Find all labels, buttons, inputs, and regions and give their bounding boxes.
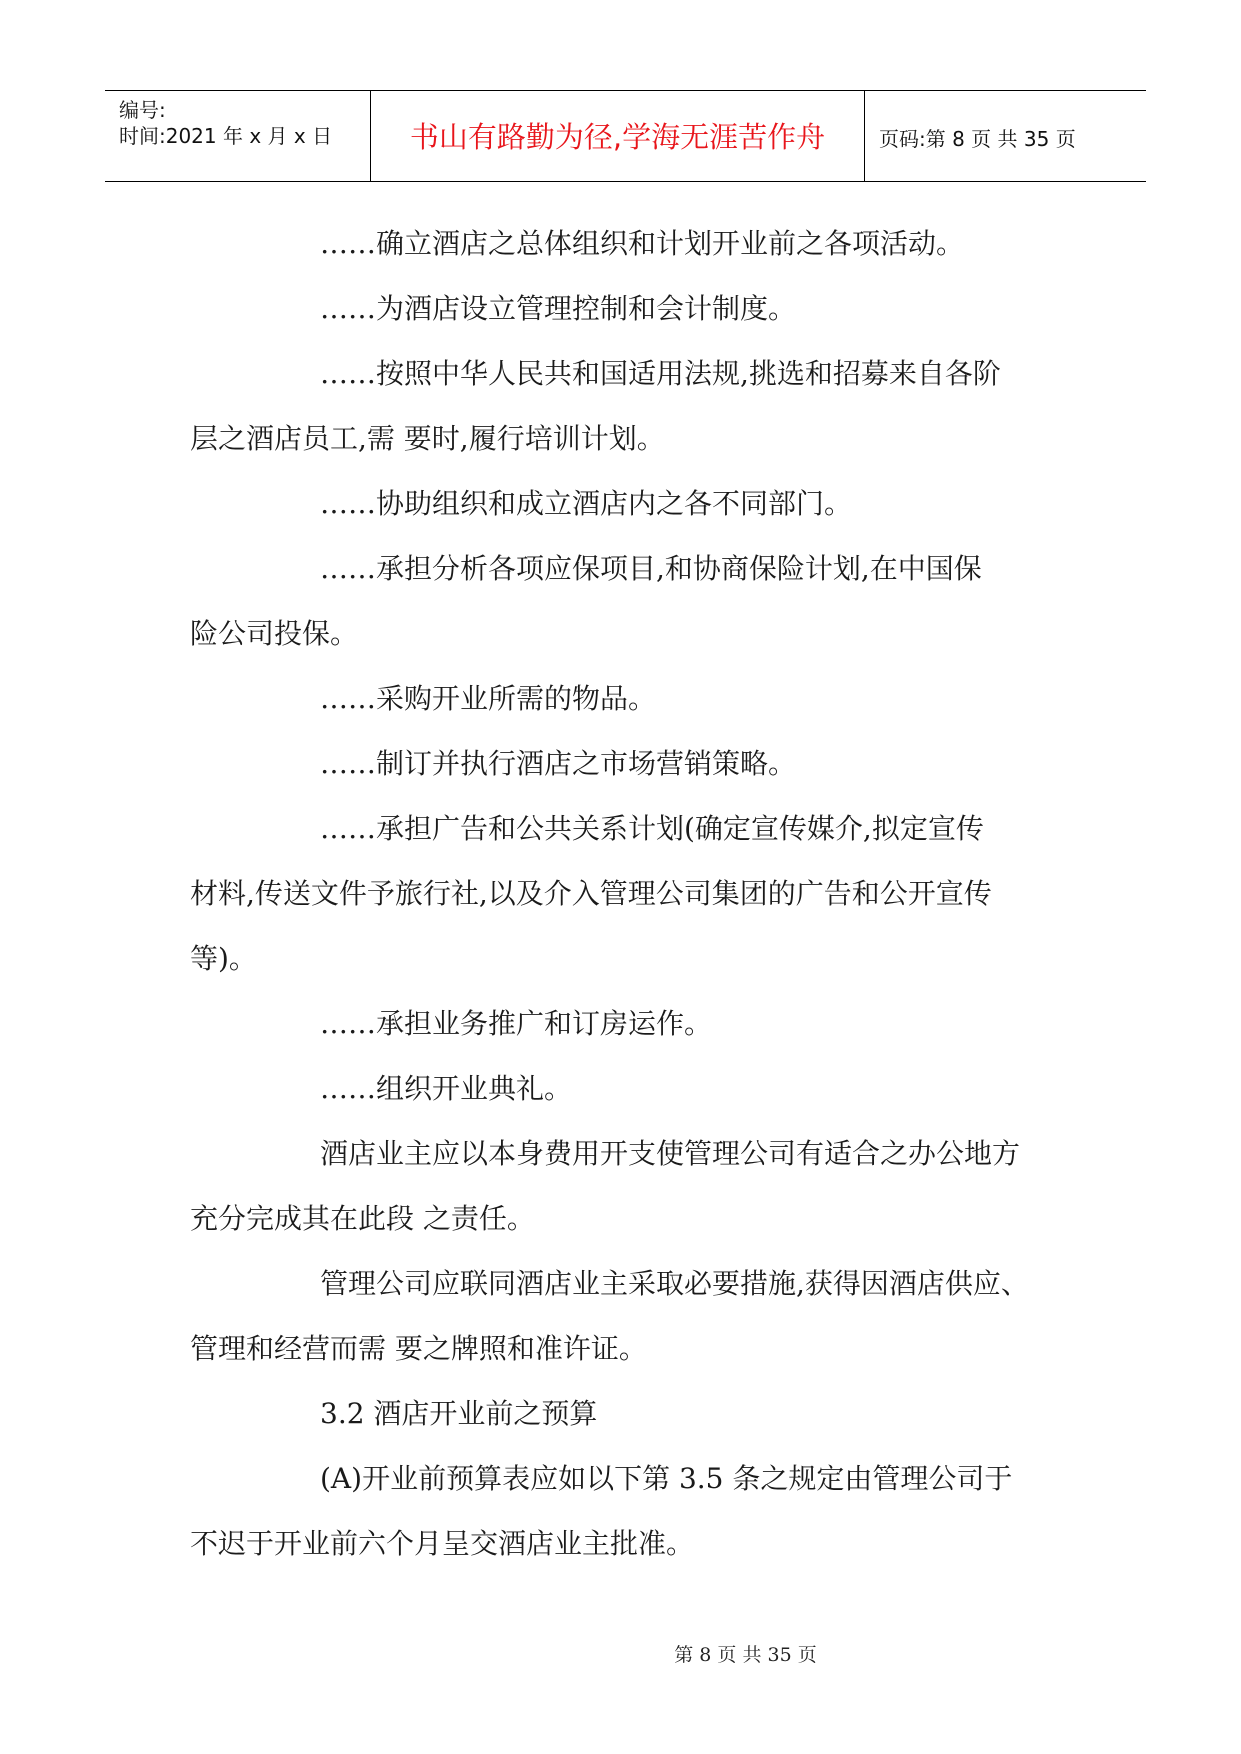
serial-number-label: 编号: <box>119 98 166 122</box>
header-motto-cell <box>371 91 865 181</box>
paragraph-continuation: 充分完成其在此段 之责任。 <box>190 1202 535 1235</box>
paragraph-continuation: 不迟于开业前六个月呈交酒店业主批准。 <box>190 1527 695 1560</box>
paragraph: ……承担业务推广和订房运作。 <box>320 1007 713 1040</box>
paragraph-continuation: 险公司投保。 <box>190 617 359 650</box>
paragraph: (A)开业前预算表应如以下第 3.5 条之规定由管理公司于 <box>320 1462 1013 1495</box>
paragraph: ……按照中华人民共和国适用法规,挑选和招募来自各阶 <box>320 357 1001 390</box>
paragraph: ……为酒店设立管理控制和会计制度。 <box>320 292 797 325</box>
section-heading: 3.2 酒店开业前之预算 <box>320 1397 598 1430</box>
paragraph: ……组织开业典礼。 <box>320 1072 573 1105</box>
paragraph-continuation: 层之酒店员工,需 要时,履行培训计划。 <box>190 422 665 455</box>
document-header <box>105 90 1146 182</box>
paragraph: 酒店业主应以本身费用开支使管理公司有适合之办公地方 <box>320 1137 1021 1170</box>
paragraph: ……承担分析各项应保项目,和协商保险计划,在中国保 <box>320 552 982 585</box>
paragraph: ……承担广告和公共关系计划(确定宣传媒介,拟定宣传 <box>320 812 984 845</box>
time-label: 时间:2021 年 x 月 x 日 <box>119 124 333 148</box>
paragraph: ……采购开业所需的物品。 <box>320 682 657 715</box>
paragraph: ……制订并执行酒店之市场营销策略。 <box>320 747 797 780</box>
page-code-label: 页码:第 8 页 共 35 页 <box>879 127 1076 151</box>
motto-text: 书山有路勤为径,学海无涯苦作舟 <box>409 120 826 154</box>
paragraph-continuation: 管理和经营而需 要之牌照和准许证。 <box>190 1332 647 1365</box>
header-page-cell <box>865 91 1146 181</box>
page-footer: 第 8 页 共 35 页 <box>674 1644 817 1666</box>
header-info-cell <box>105 91 371 181</box>
paragraph-continuation: 等)。 <box>190 942 257 975</box>
paragraph: 管理公司应联同酒店业主采取必要措施,获得因酒店供应、 <box>320 1267 1029 1300</box>
paragraph-continuation: 材料,传送文件予旅行社,以及介入管理公司集团的广告和公开宣传 <box>190 877 992 910</box>
paragraph: ……确立酒店之总体组织和计划开业前之各项活动。 <box>320 227 965 260</box>
paragraph: ……协助组织和成立酒店内之各不同部门。 <box>320 487 853 520</box>
